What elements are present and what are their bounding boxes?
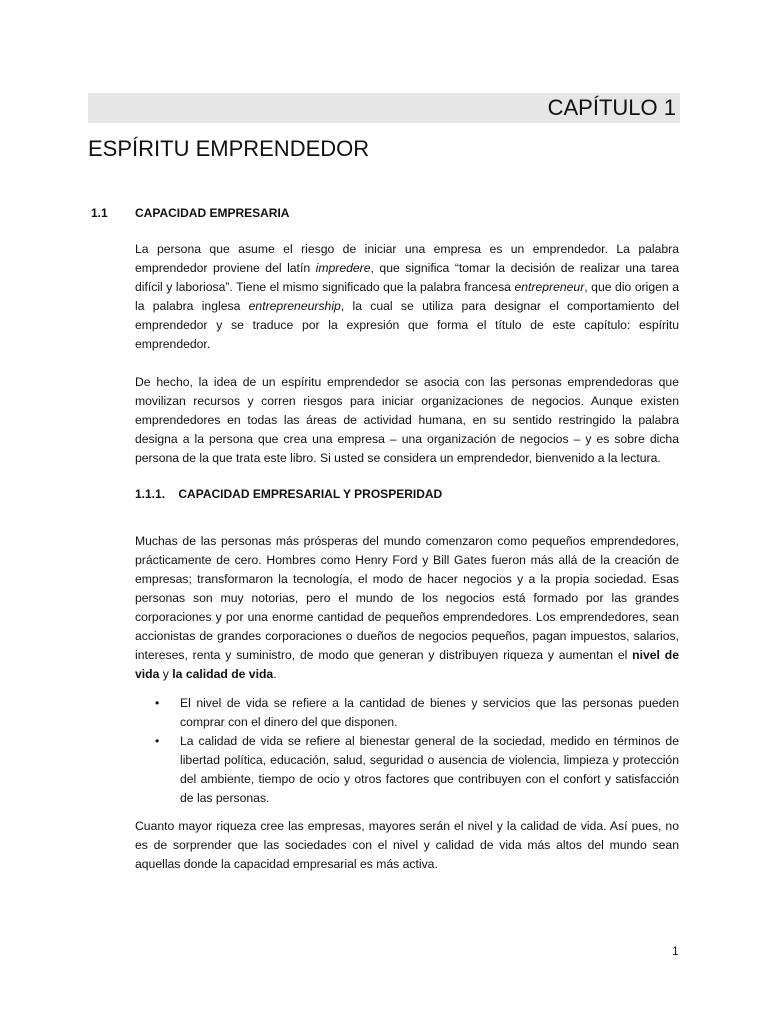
bold-term-nivel: nivel de vida (135, 648, 679, 681)
subsection-title: CAPACIDAD EMPRESARIAL Y PROSPERIDAD (178, 487, 443, 501)
section-paragraph-1 (135, 240, 679, 354)
french-term: entrepreneur (514, 280, 585, 294)
paragraph-text: , que significa “tomar la decisión de realizar una tarea difícil y laboriosa”. Tiene el mismo significado que la palabra francesa (135, 261, 679, 294)
subsection-number: 1.1.1. (135, 487, 166, 501)
list-item-text: La calidad de vida se refiere al bienestar general de la sociedad, medido en términos de libertad política, educación, salud, seguridad o ausencia de violencia, limpieza y protección del ambiente, tiempo de ocio y otros factores que contribuyen con el confort y satisfacción de las personas. (180, 734, 679, 805)
list-item-text: El nivel de vida se refiere a la cantidad de bienes y servicios que las personas pueden comprar con el dinero del que disponen. (180, 696, 679, 729)
list-item (155, 732, 679, 808)
paragraph-text: Muchas de las personas más prósperas del mundo comenzaron como pequeños emprendedores, prácticamente de cero. Hombres como Henry Ford y Bill Gates fueron más allá de la creación de empresas; transformaron la tecnología, el modo de hacer negocios y a la propia sociedad. Esas personas son muy notorias, pero el mundo de los negocios está formado por las grandes corporaciones y por una enorme cantidad de pequeños emprendedores. Los emprendedores, sean accionistas de grandes corporaciones o dueños de negocios pequeños, pagan impuestos, salarios, intereses, renta y suministro, de modo que generan y distribuyen riqueza y aumentan el (135, 534, 679, 662)
subsection-paragraph-2: Cuanto mayor riqueza cree las empresas, mayores serán el nivel y la calidad de vida. Así pues, no es de sorprender que las sociedades con el nivel y calidad de vida más altos del mundo sean aquellas donde la capacidad empresarial es más activa. (135, 819, 679, 871)
latin-term: impredere (315, 261, 371, 275)
section-paragraph-2: De hecho, la idea de un espíritu emprendedor se asocia con las personas emprendedoras que movilizan recursos y corren riesgos para iniciar organizaciones de negocios. Aunque existen emprendedores en todas las áreas de actividad humana, en su sentido restringido la palabra designa a la persona que crea una empresa – una organización de negocios – y es sobre dicha persona de la que trata este libro. Si usted se considera un emprendedor, bienvenido a la lectura. (135, 375, 679, 465)
subsection-paragraph-1 (135, 532, 679, 684)
section-number: 1.1 (91, 206, 108, 220)
page-number: 1 (672, 944, 679, 958)
section-title: CAPACIDAD EMPRESARIA (135, 206, 290, 220)
paragraph-text: . (273, 667, 277, 681)
bold-term-calidad: la calidad de vida (172, 667, 274, 681)
chapter-label: CAPÍTULO 1 (547, 95, 676, 120)
bullet-icon: • (155, 696, 160, 710)
paragraph-text: y (159, 667, 173, 681)
bullet-list (155, 694, 679, 808)
bullet-icon: • (155, 734, 160, 748)
paragraph-text: , la cual se utiliza para designar el comportamiento del emprendedor y se traduce por la expresión que forma el título de este capítulo: espíritu emprendedor. (135, 299, 679, 351)
subsection-heading (135, 487, 442, 501)
paragraph-text: La persona que asume el riesgo de iniciar una empresa es un emprendedor. La palabra emprendedor proviene del latín (135, 242, 679, 275)
paragraph-text: , que dio origen a la palabra inglesa (135, 280, 679, 313)
chapter-header-band (88, 93, 680, 123)
list-item (155, 694, 679, 732)
english-term: entrepreneurship (248, 299, 341, 313)
chapter-title: ESPÍRITU EMPRENDEDOR (88, 136, 370, 161)
